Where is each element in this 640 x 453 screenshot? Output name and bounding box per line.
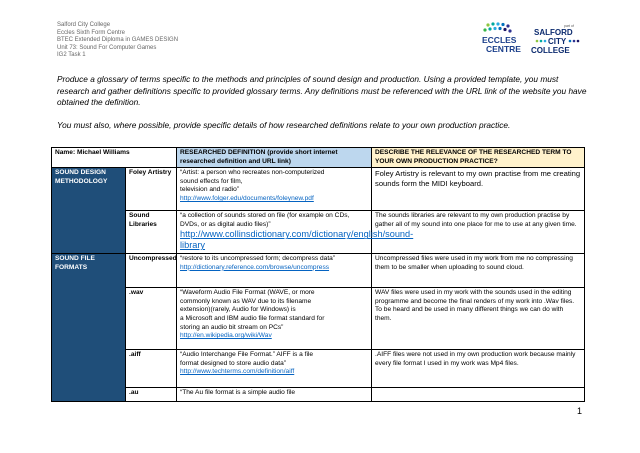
section-label-sound-design: SOUND DESIGN METHODOLOGY [52, 168, 126, 254]
definition-url-link[interactable]: http://www.techterms.com/definition/aiff [180, 368, 295, 376]
task-instructions [57, 74, 592, 144]
student-name-cell: Name: Michael Williams [52, 148, 177, 168]
eccles-dots-icon [483, 22, 511, 32]
glossary-table [51, 147, 585, 402]
definition-line: a Microsoft and IBM audio file format standard for [180, 314, 325, 322]
relevance-column-header: DESCRIBE THE RELEVANCE OF THE RESEARCHED TERM TO YOUR OWN PRODUCTION PRACTICE? [372, 148, 585, 168]
table-row [52, 288, 585, 350]
header-line-college: Salford City College [57, 22, 111, 28]
header-line-centre: Eccles Sixth Form Centre [57, 29, 126, 36]
page-number: 1 [577, 406, 583, 416]
salford-city-college-logo [528, 22, 586, 56]
definition-line: “Waveform Audio File Format (WAVE, or more [180, 289, 315, 297]
table-row [52, 350, 585, 388]
document-header [57, 22, 178, 60]
table-header-row [52, 148, 585, 168]
table-row [52, 211, 585, 254]
term-cell: Sound Libraries [126, 211, 177, 254]
definition-url-link[interactable]: http://www.collinsdictionary.com/dictionary/english/sound-library [180, 229, 414, 251]
definition-line: “Audio Interchange File Format.” AIFF is a file [180, 351, 314, 359]
salford-logo-line1: SALFORD [534, 28, 573, 37]
definition-line: sound effects for film, [180, 177, 243, 185]
salford-logo-line2: CITY [548, 37, 567, 46]
term-cell: Uncompressed [126, 254, 177, 288]
relevance-cell: WAV files were used in my work with the sounds used in the editing programme and become the final renders of my work into .Wav files. To be heard and be used in many different things we can do with them. [372, 288, 585, 350]
salford-logo-tag: part of [564, 24, 574, 28]
eccles-logo-line2: CENTRE [486, 44, 521, 54]
definition-url-link[interactable]: http://en.wikipedia.org/wiki/Wav [180, 332, 272, 340]
definition-cell [177, 350, 372, 388]
definition-line: extension)(rarely, Audio for Windows) is [180, 306, 296, 314]
eccles-logo-line1: ECCLES [482, 35, 517, 45]
term-cell: .wav [126, 288, 177, 350]
term-cell: .aiff [126, 350, 177, 388]
definition-line: format designed to store audio data” [180, 359, 286, 367]
definition-url-link[interactable]: http://www.folger.edu/documents/foleynew.pdf [180, 194, 314, 202]
relevance-cell: The sounds libraries are relevant to my own production practise by gather all of my sound into one place for me to use at any given time. [372, 211, 585, 254]
relevance-cell: Foley Artistry is relevant to my own practise from me creating sounds form the MIDI keyboard. [372, 168, 585, 211]
definition-cell [177, 288, 372, 350]
relevance-cell: Uncompressed files were used in my work from me no compressing them to be smaller when uploading to sound cloud. [372, 254, 585, 288]
instructions-paragraph-2: You must also, where possible, provide specific details of how researched definitions relate to your own production practice. [57, 120, 511, 131]
definition-column-header: RESEARCHED DEFINITION (provide short internet researched definition and URL link) [177, 148, 372, 168]
eccles-centre-logo [476, 21, 522, 55]
table-row [52, 388, 585, 402]
definition-line: storing an audio bit stream on PCs” [180, 323, 284, 331]
instructions-paragraph-1: Produce a glossary of terms specific to the methods and principles of sound design and production. Using a provided template, you must research and gather definitions specific to provided glossary terms. Any definitions must be referenced with the URL link of the website you have obtained the definition. [57, 74, 587, 108]
salford-logo-line3: COLLEGE [531, 46, 570, 55]
term-cell: Foley Artistry [126, 168, 177, 211]
definition-cell [177, 254, 372, 288]
table-row [52, 168, 585, 211]
definition-line: television and radio” [180, 186, 240, 194]
definition-url-link[interactable]: http://dictionary.reference.com/browse/uncompress [180, 263, 330, 271]
definition-text: “a collection of sounds stored on file (for example on CDs, DVDs, or as digital audio files)” [180, 212, 350, 228]
relevance-cell [372, 388, 585, 402]
definition-cell [177, 168, 372, 211]
table-row [52, 254, 585, 288]
header-line-course: BTEC Extended Diploma in GAMES DESIGN [57, 37, 179, 44]
header-line-unit: Unit 73: Sound For Computer Games [57, 44, 157, 51]
definition-text: “restore to its uncompressed form; decompress data” [180, 255, 336, 263]
header-line-task: IG2 Task 1 [57, 52, 86, 59]
definition-line: “Artist: a person who recreates non-computerized [180, 169, 325, 177]
term-cell: .au [126, 388, 177, 402]
section-label-sound-file-formats: SOUND FILE FORMATS [52, 254, 126, 402]
definition-cell [177, 211, 414, 254]
definition-cell: “The Au file format is a simple audio file [177, 388, 372, 402]
definition-line: commonly known as WAV due to its filename [180, 297, 312, 305]
relevance-cell: .AIFF files were not used in my own production work because mainly every file format I used in my work was Mp4 files. [372, 350, 585, 388]
